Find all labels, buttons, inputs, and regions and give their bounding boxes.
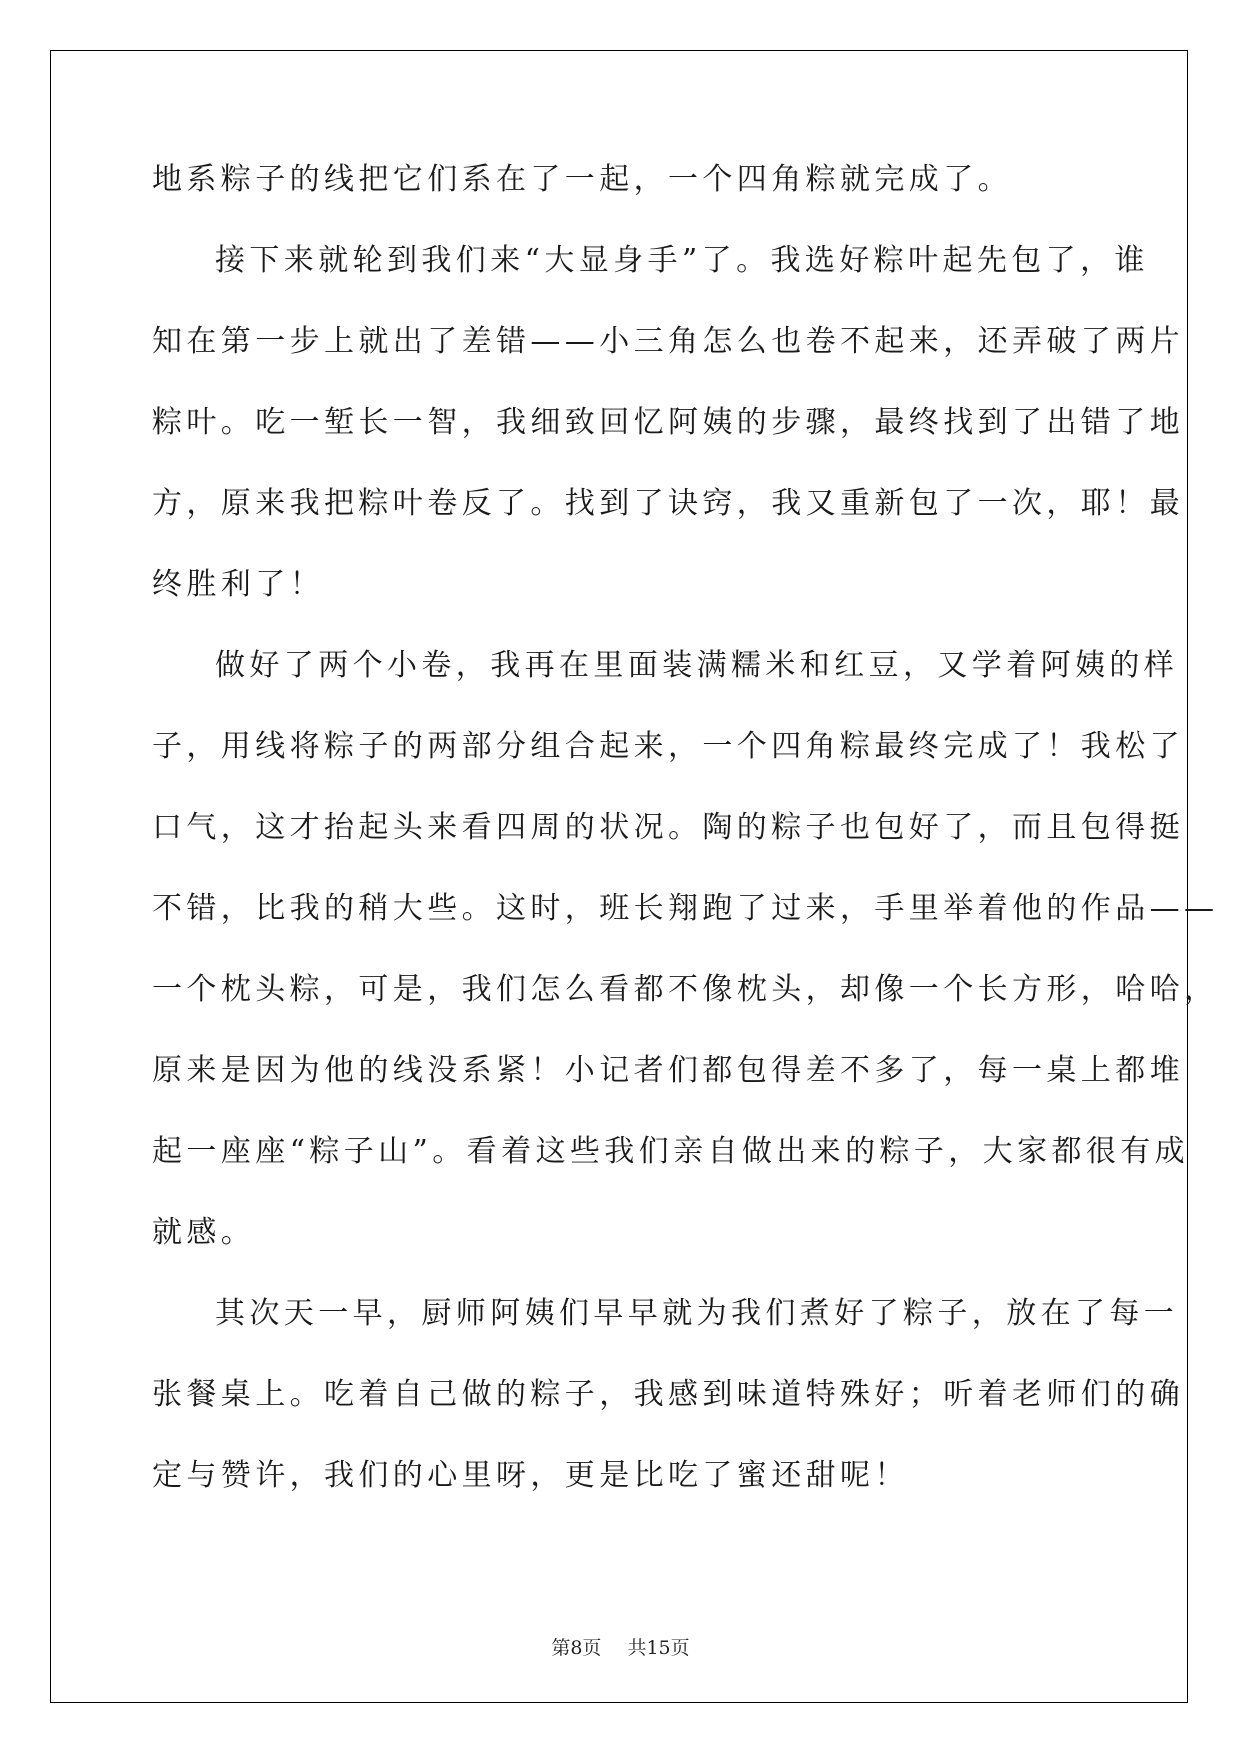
page-footer [0, 1636, 1241, 1660]
text-line: 做好了两个小卷，我再在里面装满糯米和红豆，又学着阿姨的样 [215, 648, 1179, 683]
text-line: 不错，比我的稍大些。这时，班长翔跑了过来，手里举着他的作品—— [152, 891, 1219, 926]
text-line: 就感。 [152, 1215, 256, 1250]
text-line: 地系粽子的线把它们系在了一起，一个四角粽就完成了。 [152, 162, 1012, 197]
page-total: 共15页 [627, 1637, 690, 1659]
text-line: 起一座座“粽子山”。看着这些我们亲自做出来的粽子，大家都很有成 [152, 1134, 1190, 1169]
text-line: 一个枕头粽，可是，我们怎么看都不像枕头，却像一个长方形，哈哈， [152, 972, 1219, 1007]
document-body [152, 160, 1219, 1537]
text-line: 知在第一步上就出了差错——小三角怎么也卷不起来，还弄破了两片 [152, 324, 1184, 359]
text-line: 张餐桌上。吃着自己做的粽子，我感到味道特殊好；听着老师们的确 [152, 1377, 1184, 1412]
text-line: 子，用线将粽子的两部分组合起来，一个四角粽最终完成了！我松了 [152, 729, 1184, 764]
text-line: 原来是因为他的线没系紧！小记者们都包得差不多了，每一桌上都堆 [152, 1053, 1184, 1088]
text-line: 其次天一早，厨师阿姨们早早就为我们煮好了粽子，放在了每一 [215, 1296, 1179, 1331]
page-number: 第8页 [551, 1637, 602, 1659]
text-line: 接下来就轮到我们来“大显身手”了。我选好粽叶起先包了，谁 [215, 243, 1149, 278]
text-line: 方，原来我把粽叶卷反了。找到了诀窍，我又重新包了一次，耶！最 [152, 486, 1184, 521]
text-line: 定与赞许，我们的心里呀，更是比吃了蜜还甜呢！ [152, 1458, 909, 1493]
text-line: 粽叶。吃一堑长一智，我细致回忆阿姨的步骤，最终找到了出错了地 [152, 405, 1184, 440]
text-line: 终胜利了！ [152, 567, 324, 602]
text-line: 口气，这才抬起头来看四周的状况。陶的粽子也包好了，而且包得挺 [152, 810, 1184, 845]
